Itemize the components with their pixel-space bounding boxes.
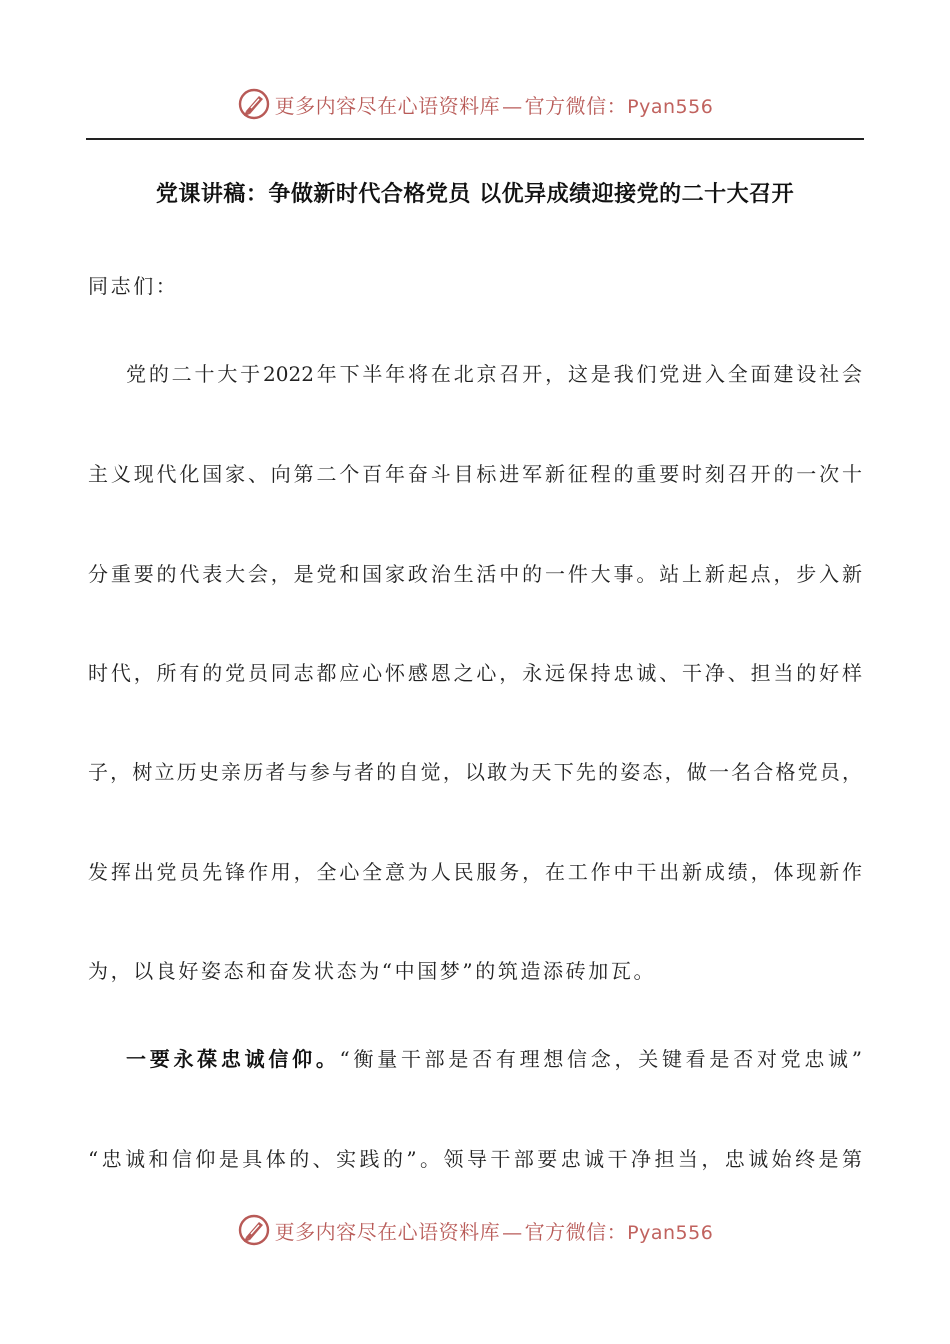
salutation: 同志们： [88,274,179,298]
paragraph1-line: 子，树立历史亲历者与参与者的自觉，以敢为天下先的姿态，做一名合格党员， [88,760,862,784]
paragraph1-line: 发挥出党员先锋作用，全心全意为人民服务，在工作中干出新成绩，体现新作 [88,860,862,884]
pen-logo-icon [237,87,271,121]
document-title: 党课讲稿：争做新时代合格党员 以优异成绩迎接党的二十大召开 [155,182,795,207]
paragraph1-line: 时代，所有的党员同志都应心怀感恩之心，永远保持忠诚、干净、担当的好样 [88,661,862,685]
watermark-label: 官方微信： [524,1219,628,1244]
paragraph2-line: “忠诚和信仰是具体的、实践的”。领导干部要忠诚干净担当，忠诚始终是第 [88,1147,862,1171]
watermark-site: 更多内容尽在心语资料库 [274,1219,501,1244]
paragraph1-line: 分重要的代表大会，是党和国家政治生活中的一件大事。站上新起点，步入新 [88,562,862,586]
watermark-dash: — [502,93,523,118]
header-watermark [0,84,950,124]
watermark-account: Pyan556 [627,1221,714,1244]
pen-logo-icon [237,1213,271,1247]
paragraph2-line [88,1045,862,1073]
watermark-dash: — [502,1219,523,1244]
watermark-label: 官方微信： [524,93,628,118]
header-divider [86,138,864,140]
watermark-text [275,90,714,119]
paragraph1-line: 党的二十大于2022年下半年将在北京召开，这是我们党进入全面建设社会 [126,362,862,386]
paragraph1-line: 主义现代化国家、向第二个百年奋斗目标进军新征程的重要时刻召开的一次十 [88,462,862,486]
section-heading: 一要永葆忠诚信仰。 [126,1047,340,1071]
paragraph1-line: 为，以良好姿态和奋发状态为“中国梦”的筑造添砖加瓦。 [88,959,657,983]
watermark-text [275,1216,714,1245]
paragraph2-text: “衡量干部是否有理想信念，关键看是否对党忠诚” [339,1047,862,1071]
watermark-account: Pyan556 [627,95,714,118]
footer-watermark [0,1210,950,1250]
watermark-site: 更多内容尽在心语资料库 [274,93,501,118]
